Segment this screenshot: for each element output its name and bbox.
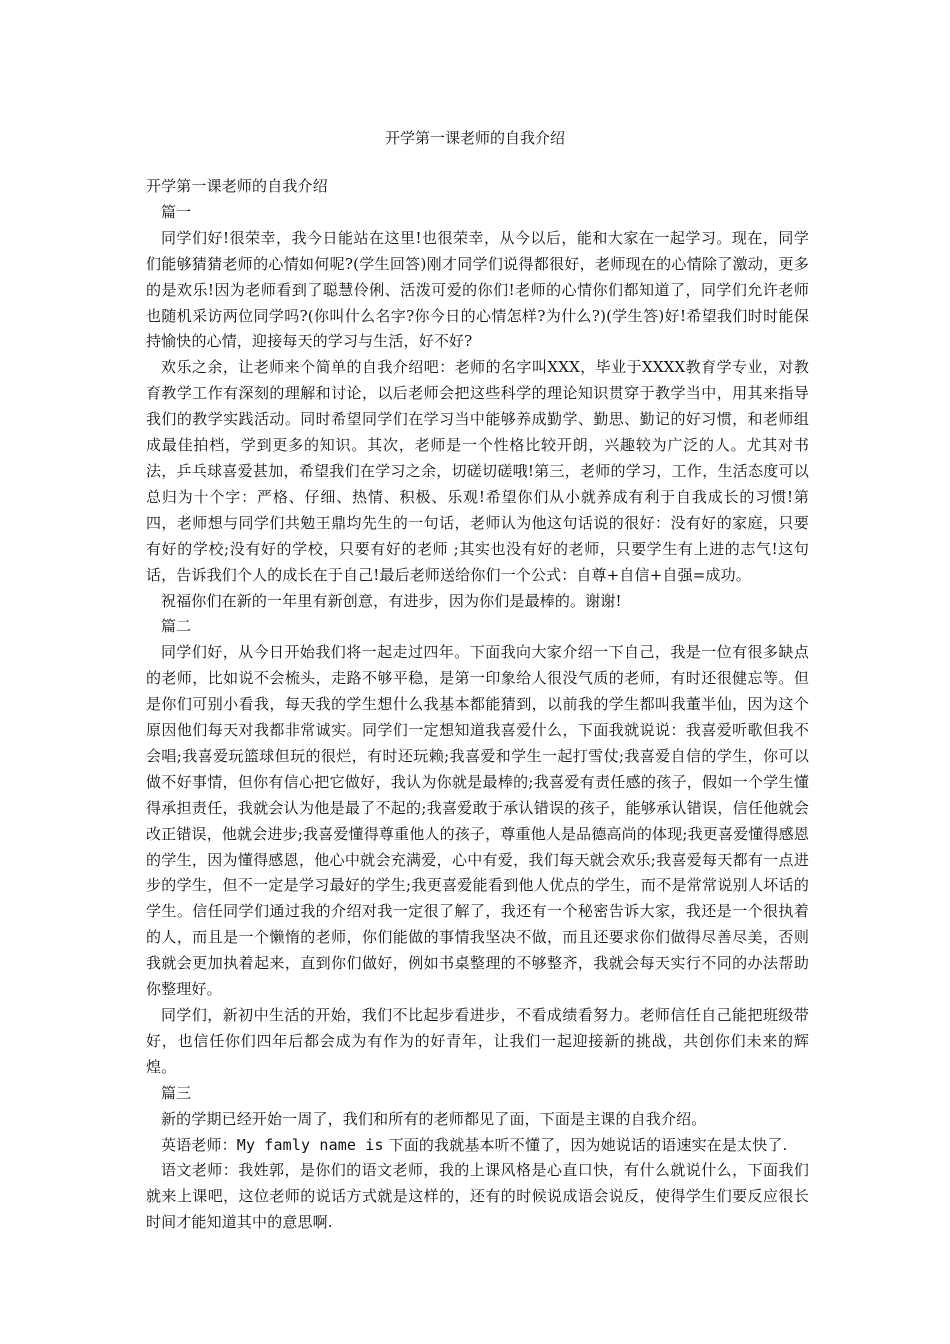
document-body <box>146 174 809 1236</box>
paragraph: 同学们好，从今日开始我们将一起走过四年。下面我向大家介绍一下自己，我是一位有很多缺点的老师，比如说不会梳头，走路不够平稳，是第一印象给人很没气质的老师，有时还很健忘等。但是你们可别小看我，每天我的学生想什么我基本都能猜到，以前我的学生都叫我董半仙，因为这个原因他们每天对我都非常诚实。同学们一定想知道我喜爱什么，下面我就说说：我喜爱听歌但我不会唱;我喜爱玩篮球但玩的很烂，有时还玩赖;我喜爱和学生一起打雪仗;我喜爱自信的学生，你可以做不好事情，但你有信心把它做好，我认为你就是最棒的;我喜爱有责任感的孩子，假如一个学生懂得承担责任，我就会认为他是最了不起的;我喜爱敢于承认错误的孩子，能够承认错误，信任他就会改正错误，他就会进步;我喜爱懂得尊重他人的孩子，尊重他人是品德高尚的体现;我更喜爱懂得感恩的学生，因为懂得感恩，他心中就会充满爱，心中有爱，我们每天就会欢乐;我喜爱每天都有一点进步的学生，但不一定是学习最好的学生;我更喜爱能看到他人优点的学生，而不是常常说别人坏话的学生。信任同学们通过我的介绍对我一定很了解了，我还有一个秘密告诉大家，我还是一个很执着的人，而且是一个懒惰的老师，你们能做的事情我坚决不做，而且还要求你们做得尽善尽美，否则我就会更加执着起来，直到你们做好，例如书桌整理的不够整齐，我就会每天实行不同的办法帮助你整理好。 <box>146 643 809 999</box>
section-heading-1: 篇一 <box>161 202 192 221</box>
paragraph: 同学们，新初中生活的开始，我们不比起步看进步，不看成绩看努力。老师信任自己能把班级带好，也信任你们四年后都会成为有作为的好青年，让我们一起迎接新的挑战，共创你们未来的辉煌。 <box>146 1006 809 1076</box>
paragraph: 新的学期已经开始一周了，我们和所有的老师都见了面，下面是主课的自我介绍。 <box>161 1109 707 1128</box>
paragraph: 同学们好!很荣幸，我今日能站在这里!也很荣幸，从今以后，能和大家在一起学习。现在，同学们能够猜猜老师的心情如何呢?(学生回答)刚才同学们说得都很好，老师现在的心情除了激动，更多的是欢乐!因为老师看到了聪慧伶俐、活泼可爱的你们!老师的心情你们都知道了，同学们允许老师也随机采访两位同学吗?(你叫什么名字?你今日的心情怎样?为什么?)(学生答)好!希望我们时时能保持愉快的心情，迎接每天的学习与生活，好不好? <box>146 228 809 351</box>
document-title: 开学第一课老师的自我介绍 <box>384 129 565 147</box>
document-subtitle: 开学第一课老师的自我介绍 <box>146 177 328 195</box>
speaker-label: 英语老师： <box>161 1135 237 1154</box>
section-heading-2: 篇二 <box>161 617 192 636</box>
paragraph: 欢乐之余，让老师来个简单的自我介绍吧：老师的名字叫XXX，毕业于XXXX教育学专业，对教育教学工作有深刻的理解和讨论，以后老师会把这些科学的理论知识贯穿于教学当中，用其来指导我们的教学实践活动。同时希望同学们在学习当中能够养成勤学、勤思、勤记的好习惯，和老师组成最佳拍档，学到更多的知识。其次，老师是一个性格比较开朗，兴趣较为广泛的人。尤其对书法，乒乓球喜爱甚加，希望我们在学习之余，切磋切磋哦!第三，老师的学习，工作，生活态度可以总归为十个字：严格、仔细、热情、积极、乐观!希望你们从小就养成有利于自我成长的习惯!第四，老师想与同学们共勉王鼎均先生的一句话，老师认为他这句话说的很好：没有好的家庭，只要有好的学校;没有好的学校，只要有好的老师 ;其实也没有好的老师，只要学生有上进的志气!这句话，告诉我们个人的成长在于自己!最后老师送给你们一个公式：自尊+自信+自强=成功。 <box>146 358 809 584</box>
paragraph: 祝福你们在新的一年里有新创意，有进步，因为你们是最棒的。谢谢! <box>161 591 622 610</box>
section-heading-3: 篇三 <box>161 1083 192 1102</box>
paragraph-english-teacher <box>146 1133 809 1159</box>
english-phrase: My famly name is <box>236 1135 384 1154</box>
paragraph: 语文老师：我姓郭，是你们的语文老师，我的上课风格是心直口快，有什么就说什么，下面我们就来上课吧，这位老师的说话方式就是这样的，还有的时候说成语会说反，使得学生们要反应很长时间才能知道其中的意思啊. <box>146 1161 809 1232</box>
paragraph-text: 下面的我就基本听不懂了，因为她说话的语速实在是太快了. <box>383 1135 788 1154</box>
